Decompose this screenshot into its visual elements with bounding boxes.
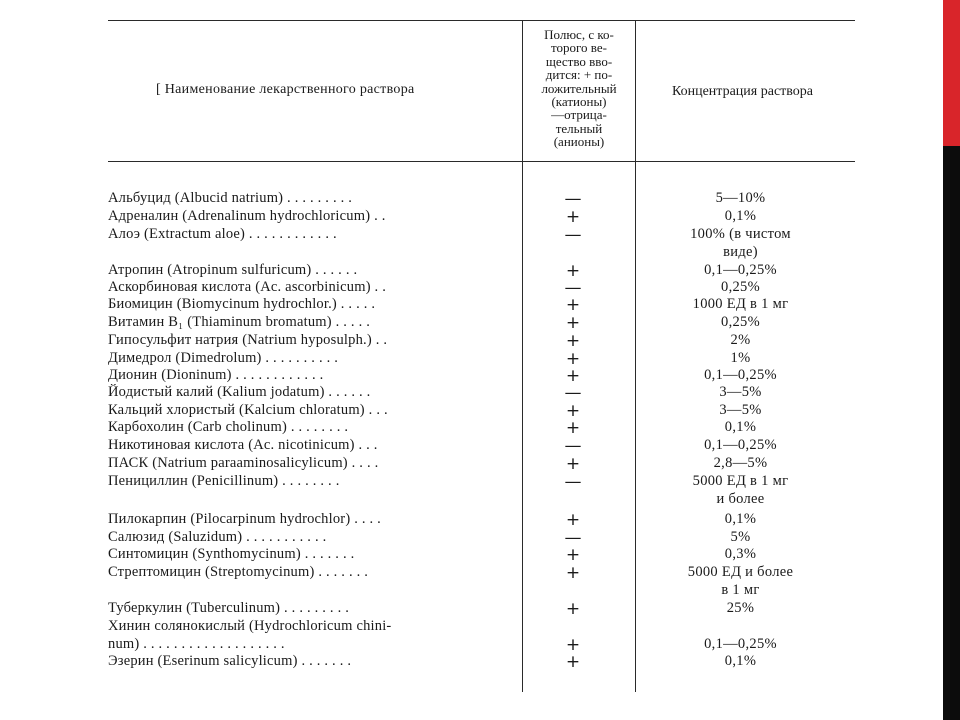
drug-name: Стрептомицин (Streptomycinum) . . . . . . . bbox=[108, 564, 369, 580]
pole-sign: + bbox=[565, 418, 581, 438]
concentration: 1000 ЕД в 1 мг bbox=[692, 296, 789, 312]
pole-sign: — bbox=[564, 528, 582, 548]
concentration: 25% bbox=[726, 600, 755, 616]
table-row bbox=[108, 653, 848, 670]
table-row bbox=[108, 190, 848, 207]
drug-name: Йодистый калий (Kalium jodatum) . . . . . . bbox=[108, 384, 371, 400]
slide-edge-red-bar bbox=[943, 0, 960, 146]
drug-name: Дионин (Dioninum) . . . . . . . . . . . . bbox=[108, 367, 324, 383]
drug-name: Кальций хлористый (Kalcium chloratum) . . . bbox=[108, 402, 388, 418]
pole-sign: — bbox=[564, 436, 582, 456]
table-row bbox=[108, 402, 848, 419]
pole-sign: + bbox=[565, 545, 581, 565]
table-row bbox=[108, 582, 848, 599]
table-row bbox=[108, 279, 848, 296]
concentration: 0,1—0,25% bbox=[704, 367, 777, 383]
drug-name: Пенициллин (Penicillinum) . . . . . . . . bbox=[108, 473, 340, 489]
drug-name: Димедрол (Dimedrolum) . . . . . . . . . . bbox=[108, 350, 339, 366]
pole-sign: + bbox=[565, 261, 581, 281]
pole-sign: + bbox=[565, 331, 581, 351]
table-row bbox=[108, 618, 848, 635]
pole-sign: — bbox=[564, 225, 582, 245]
drug-name: Хинин солянокислый (Hydrochloricum chini- bbox=[108, 618, 392, 634]
table-row bbox=[108, 314, 848, 331]
concentration: 0,25% bbox=[721, 314, 760, 330]
table-row bbox=[108, 511, 848, 528]
drug-name: num) . . . . . . . . . . . . . . . . . . . bbox=[108, 636, 285, 652]
concentration: 1% bbox=[730, 350, 751, 366]
drug-name: Альбуцид (Albucid natrium) . . . . . . . . . bbox=[108, 190, 353, 206]
pole-sign: + bbox=[565, 313, 581, 333]
drug-name: Синтомицин (Synthomycinum) . . . . . . . bbox=[108, 546, 355, 562]
pole-sign: + bbox=[565, 401, 581, 421]
table-row bbox=[108, 350, 848, 367]
drug-name: Туберкулин (Tuberculinum) . . . . . . . . . bbox=[108, 600, 350, 616]
table-row bbox=[108, 226, 848, 243]
drug-name: Салюзид (Saluzidum) . . . . . . . . . . . bbox=[108, 529, 327, 545]
table-header-rule bbox=[108, 161, 855, 162]
pole-sign: + bbox=[565, 652, 581, 672]
drug-name: Пилокарпин (Pilocarpinum hydrochlor) . . . . bbox=[108, 511, 381, 527]
concentration: виде) bbox=[723, 244, 758, 260]
drug-name: Витамин B₁ (Thiaminum bromatum) . . . . . bbox=[108, 314, 371, 330]
concentration: 5% bbox=[730, 529, 751, 545]
drug-name: Аскорбиновая кислота (Ac. ascorbinicum) . . bbox=[108, 279, 387, 295]
table-row bbox=[108, 600, 848, 617]
table-top-rule bbox=[108, 20, 855, 21]
pole-sign: + bbox=[565, 366, 581, 386]
pole-sign: — bbox=[564, 189, 582, 209]
table-row bbox=[108, 437, 848, 454]
table-row bbox=[108, 332, 848, 349]
pole-sign: + bbox=[565, 635, 581, 655]
slide-edge-black-bar bbox=[943, 146, 960, 720]
pole-sign: + bbox=[565, 563, 581, 583]
concentration: 2,8—5% bbox=[713, 455, 768, 471]
concentration: и более bbox=[716, 491, 765, 507]
pole-sign: + bbox=[565, 349, 581, 369]
drug-name: Адреналин (Adrenalinum hydrochloricum) . . bbox=[108, 208, 386, 224]
pole-sign: + bbox=[565, 510, 581, 530]
concentration: 0,3% bbox=[724, 546, 757, 562]
table-row bbox=[108, 296, 848, 313]
concentration: 5000 ЕД в 1 мг bbox=[692, 473, 789, 489]
table-row bbox=[108, 473, 848, 490]
concentration: 100% (в чистом bbox=[690, 226, 791, 242]
pole-sign: — bbox=[564, 472, 582, 492]
concentration: 0,1% bbox=[724, 419, 757, 435]
table-row bbox=[108, 636, 848, 653]
table-row bbox=[108, 455, 848, 472]
concentration: 5—10% bbox=[715, 190, 766, 206]
concentration: 0,1—0,25% bbox=[704, 437, 777, 453]
pole-sign: + bbox=[565, 599, 581, 619]
concentration: 5000 ЕД и более bbox=[687, 564, 794, 580]
concentration: 0,1—0,25% bbox=[704, 262, 777, 278]
pole-sign: — bbox=[564, 278, 582, 298]
concentration: 0,1—0,25% bbox=[704, 636, 777, 652]
table-row bbox=[108, 367, 848, 384]
drug-name: Карбохолин (Carb cholinum) . . . . . . . . bbox=[108, 419, 349, 435]
table-row bbox=[108, 244, 848, 261]
drug-name: Биомицин (Biomycinum hydrochlor.) . . . . . bbox=[108, 296, 376, 312]
drug-name: Эзерин (Eserinum salicylicum) . . . . . . . bbox=[108, 653, 352, 669]
table-row bbox=[108, 384, 848, 401]
table-row bbox=[108, 262, 848, 279]
concentration: 0,1% bbox=[724, 208, 757, 224]
table-row bbox=[108, 529, 848, 546]
table-row bbox=[108, 491, 848, 508]
pole-sign: + bbox=[565, 207, 581, 227]
concentration: 0,25% bbox=[721, 279, 760, 295]
table-row bbox=[108, 208, 848, 225]
header-name-column: [ Наименование лекарственного раствора bbox=[156, 82, 415, 97]
concentration: 3—5% bbox=[719, 384, 762, 400]
table-row bbox=[108, 564, 848, 581]
drug-name: Гипосульфит натрия (Natrium hyposulph.) . . bbox=[108, 332, 388, 348]
table-row bbox=[108, 546, 848, 563]
drug-name: Алоэ (Extractum aloe) . . . . . . . . . . . . bbox=[108, 226, 337, 242]
concentration: 0,1% bbox=[724, 511, 757, 527]
pole-sign: + bbox=[565, 295, 581, 315]
header-pole-column: Полюс, с ко- торого ве- щество вво- дится: + по- ложительный (катионы) —отрица- тельный (анионы) bbox=[541, 27, 617, 150]
header-concentration-column: Концентрация раствора bbox=[671, 84, 814, 99]
drug-name: ПАСК (Natrium paraaminosalicylicum) . . . . bbox=[108, 455, 379, 471]
pole-sign: — bbox=[564, 383, 582, 403]
drug-name: Никотиновая кислота (Ac. nicotinicum) . . . bbox=[108, 437, 378, 453]
pole-sign: + bbox=[565, 454, 581, 474]
concentration: 0,1% bbox=[724, 653, 757, 669]
drug-name: Атропин (Atropinum sulfuricum) . . . . . . bbox=[108, 262, 358, 278]
table-row bbox=[108, 419, 848, 436]
concentration: в 1 мг bbox=[721, 582, 760, 598]
concentration: 2% bbox=[730, 332, 751, 348]
concentration: 3—5% bbox=[719, 402, 762, 418]
